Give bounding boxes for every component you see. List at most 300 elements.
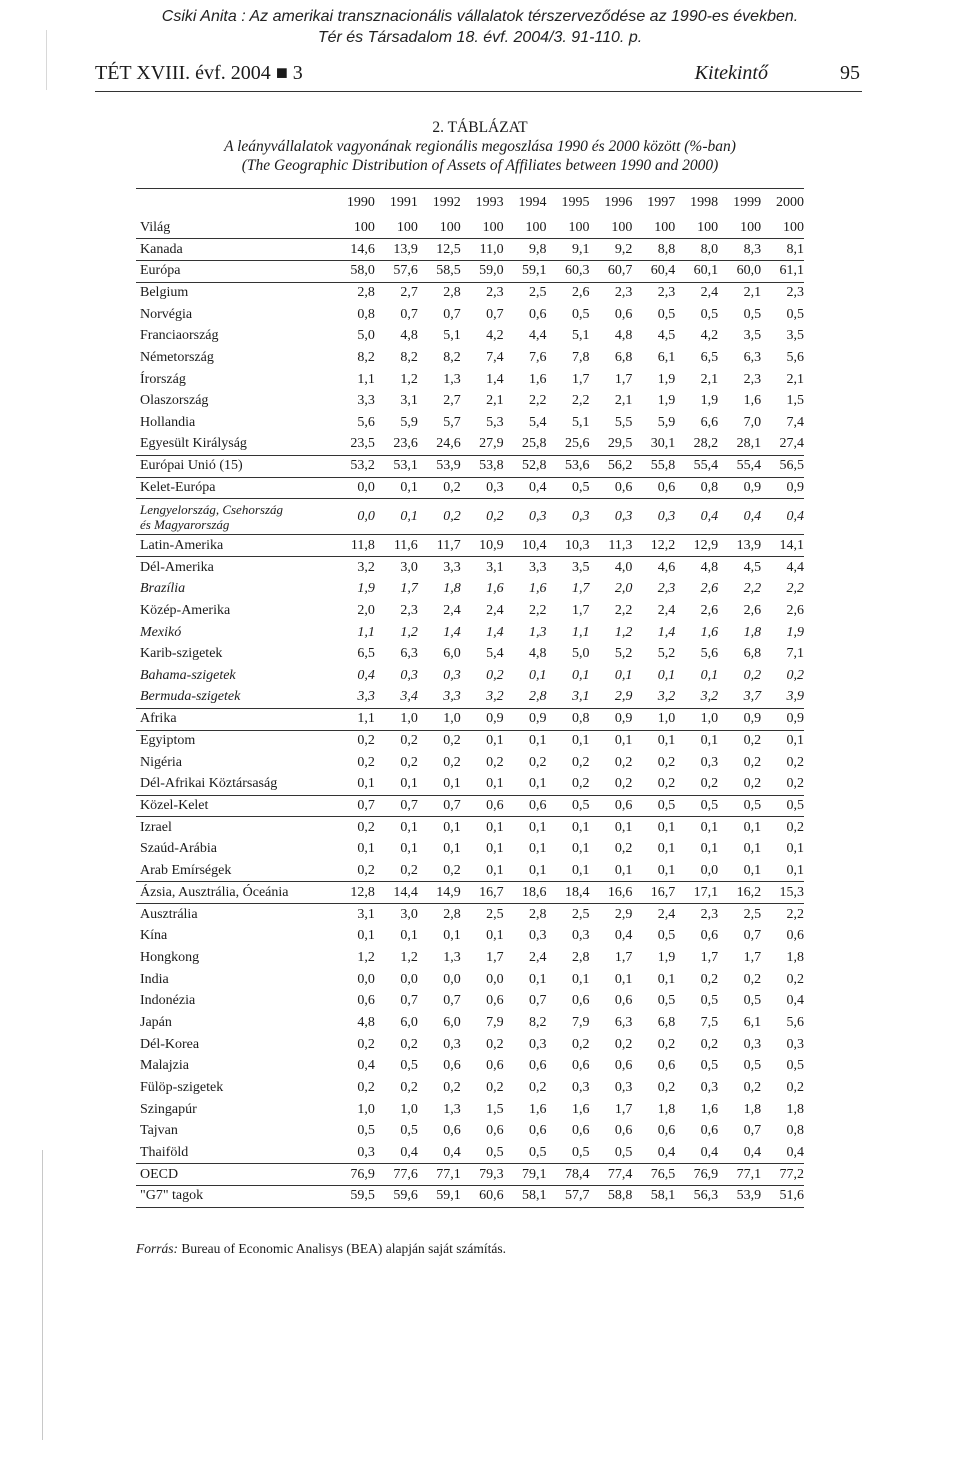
value-cell: 0,2: [743, 667, 762, 683]
value-cell: 0,5: [547, 795, 590, 817]
value-cell: 100: [332, 217, 375, 239]
table-row: [136, 434, 804, 456]
value-cell: 6,1: [657, 349, 676, 365]
table-row: [136, 1164, 804, 1186]
value-cell: 61,1: [761, 260, 804, 282]
table-header-row: [136, 189, 804, 218]
value-cell: 3,1: [486, 559, 504, 575]
value-cell: 0,7: [743, 1123, 762, 1139]
value-cell: 8,3: [718, 239, 761, 261]
value-cell: 0,2: [357, 1036, 375, 1052]
value-cell: 0,2: [700, 971, 719, 987]
value-cell: 2,8: [443, 906, 461, 922]
value-cell: 2,3: [657, 285, 676, 301]
value-cell: 0,9: [718, 477, 761, 499]
value-cell: 100: [761, 217, 804, 239]
table-row: [136, 412, 804, 434]
value-cell: 2,1: [700, 371, 719, 387]
value-cell: 1,4: [486, 371, 504, 387]
value-cell: 1,9: [786, 624, 804, 640]
table-row: [136, 557, 804, 579]
row-label-text: Franciaország: [140, 328, 219, 344]
value-cell: 2,6: [571, 285, 590, 301]
value-cell: 2,1: [743, 285, 762, 301]
value-cell: 0,1: [571, 733, 590, 749]
table-subtitle-en: (The Geographic Distribution of Assets of Affiliates between 1990 and 2000): [241, 157, 719, 174]
value-cell: 0,1: [332, 774, 375, 796]
value-cell: 0,6: [529, 1123, 547, 1139]
value-cell: 6,5: [700, 349, 719, 365]
value-cell: 1,4: [486, 624, 504, 640]
value-cell: 0,6: [614, 1058, 633, 1074]
row-label-text: Belgium: [140, 285, 189, 301]
row-label-text: "G7" tagok: [140, 1188, 204, 1204]
table-row: [136, 990, 804, 1012]
value-cell: 0,7: [400, 306, 418, 322]
row-label: [136, 304, 332, 326]
row-label-text: Izrael: [140, 819, 172, 835]
table-row: [136, 665, 804, 687]
value-cell: 0,4: [504, 477, 547, 499]
value-cell: 2,7: [400, 285, 418, 301]
value-cell: 55,4: [718, 456, 761, 478]
value-cell: 0,1: [375, 499, 418, 535]
value-cell: 5,2: [657, 646, 676, 662]
value-cell: 0,4: [675, 499, 718, 535]
value-cell: 10,9: [461, 535, 504, 557]
value-cell: 1,6: [529, 371, 547, 387]
row-label: [136, 1186, 332, 1208]
value-cell: 0,1: [571, 841, 590, 857]
table-row: [136, 499, 804, 535]
value-cell: 100: [418, 217, 461, 239]
value-cell: 100: [547, 217, 590, 239]
value-cell: 2,8: [443, 285, 461, 301]
row-label-text: Bermuda-szigetek: [140, 689, 241, 705]
value-cell: 5,1: [571, 328, 590, 344]
value-cell: 7,9: [486, 1014, 504, 1030]
row-label: [136, 412, 332, 434]
table-row: [136, 860, 804, 882]
value-cell: 0,4: [357, 667, 375, 683]
value-cell: 12,5: [418, 239, 461, 261]
value-cell: 1,9: [657, 949, 676, 965]
value-cell: 0,1: [761, 860, 804, 882]
value-cell: 0,1: [418, 774, 461, 796]
value-cell: 0,1: [700, 733, 719, 749]
table-row: [136, 347, 804, 369]
value-cell: 4,2: [486, 328, 504, 344]
value-cell: 2,8: [357, 285, 375, 301]
value-cell: 0,1: [657, 733, 676, 749]
value-cell: 100: [718, 217, 761, 239]
table-row: [136, 752, 804, 774]
row-label-text: Dél-Afrikai Köztársaság: [140, 776, 278, 792]
value-cell: 0,4: [761, 499, 804, 535]
value-cell: 1,6: [529, 1101, 547, 1117]
value-cell: 2,3: [657, 581, 676, 597]
value-cell: 5,7: [443, 415, 461, 431]
value-cell: 1,7: [614, 371, 633, 387]
value-cell: 60,6: [461, 1186, 504, 1208]
table-caption: [0, 118, 960, 175]
value-cell: 100: [675, 217, 718, 239]
value-cell: 12,9: [675, 535, 718, 557]
value-cell: 11,8: [332, 535, 375, 557]
value-cell: 5,2: [614, 646, 633, 662]
journal-issue: TÉT XVIII. évf. 2004 ■ 3: [95, 62, 303, 84]
value-cell: 27,4: [761, 434, 804, 456]
value-cell: 58,5: [418, 260, 461, 282]
value-cell: 59,0: [461, 260, 504, 282]
value-cell: 5,9: [400, 415, 418, 431]
source-note: [136, 1241, 506, 1257]
value-cell: 0,2: [357, 819, 375, 835]
value-cell: 5,0: [571, 646, 590, 662]
row-label: [136, 499, 332, 535]
row-label: [136, 456, 332, 478]
value-cell: 2,3: [400, 602, 418, 618]
value-cell: 57,6: [375, 260, 418, 282]
value-cell: 1,8: [786, 1101, 804, 1117]
row-label: [136, 557, 332, 579]
value-cell: 2,4: [486, 602, 504, 618]
value-cell: 13,9: [375, 239, 418, 261]
value-cell: 100: [632, 217, 675, 239]
asset-distribution-table: [136, 188, 804, 1208]
row-label: [136, 535, 332, 557]
value-cell: 0,6: [589, 795, 632, 817]
table-row: [136, 456, 804, 478]
table-row: [136, 1012, 804, 1034]
row-label-text: Kelet-Európa: [140, 480, 216, 496]
value-cell: 1,7: [571, 371, 590, 387]
value-cell: 0,2: [700, 1036, 719, 1052]
value-cell: 2,4: [443, 602, 461, 618]
value-cell: 0,4: [632, 1142, 675, 1164]
value-cell: 0,5: [786, 306, 804, 322]
value-cell: 0,2: [400, 1079, 418, 1095]
value-cell: 8,2: [529, 1014, 547, 1030]
table-row: [136, 1142, 804, 1164]
value-cell: 0,2: [418, 499, 461, 535]
value-cell: 11,3: [589, 535, 632, 557]
value-cell: 1,0: [675, 708, 718, 730]
value-cell: 77,6: [375, 1164, 418, 1186]
value-cell: 11,6: [375, 535, 418, 557]
value-cell: 78,4: [547, 1164, 590, 1186]
value-cell: 2,2: [614, 602, 633, 618]
value-cell: 0,5: [571, 306, 590, 322]
year-header: 1994: [504, 189, 547, 218]
table-row: [136, 578, 804, 600]
value-cell: 2,7: [443, 393, 461, 409]
value-cell: 1,5: [486, 1101, 504, 1117]
value-cell: 0,7: [375, 795, 418, 817]
table-row: [136, 730, 804, 752]
value-cell: 9,1: [547, 239, 590, 261]
value-cell: 4,8: [700, 559, 719, 575]
row-label: [136, 882, 332, 904]
value-cell: 2,9: [589, 687, 632, 709]
value-cell: 4,8: [529, 646, 547, 662]
value-cell: 1,6: [743, 393, 762, 409]
value-cell: 3,2: [632, 687, 675, 709]
value-cell: 5,3: [486, 415, 504, 431]
value-cell: 2,3: [614, 285, 633, 301]
value-cell: 6,8: [743, 646, 762, 662]
value-cell: 1,6: [529, 581, 547, 597]
value-cell: 0,1: [614, 733, 633, 749]
value-cell: 2,5: [529, 285, 547, 301]
value-cell: 53,6: [547, 456, 590, 478]
value-cell: 13,9: [718, 535, 761, 557]
value-cell: 0,3: [443, 667, 461, 683]
table-row: [136, 1034, 804, 1056]
table-row: [136, 708, 804, 730]
value-cell: 0,5: [786, 1058, 804, 1074]
row-label-text: Szingapúr: [140, 1101, 197, 1117]
value-cell: 2,3: [700, 906, 719, 922]
value-cell: 16,7: [632, 882, 675, 904]
value-cell: 100: [375, 217, 418, 239]
table-subtitle-hu: A leányvállalatok vagyonának regionális megoszlása 1990 és 2000 között (%-ban): [224, 138, 736, 155]
row-label-text: Olaszország: [140, 393, 209, 409]
value-cell: 0,6: [657, 1123, 676, 1139]
value-cell: 0,2: [357, 733, 375, 749]
value-cell: 57,7: [547, 1186, 590, 1208]
value-cell: 0,1: [486, 819, 504, 835]
row-label: [136, 369, 332, 391]
value-cell: 8,2: [443, 349, 461, 365]
value-cell: 30,1: [632, 434, 675, 456]
value-cell: 0,6: [486, 993, 504, 1009]
value-cell: 3,1: [357, 906, 375, 922]
row-label: [136, 1142, 332, 1164]
row-label-text: Dél-Korea: [140, 1036, 200, 1052]
value-cell: 0,1: [700, 841, 719, 857]
value-cell: 2,5: [743, 906, 762, 922]
value-cell: 0,5: [547, 477, 590, 499]
value-cell: 0,2: [571, 1036, 590, 1052]
value-cell: 4,2: [700, 328, 719, 344]
row-label-text: Karib-szigetek: [140, 646, 223, 662]
value-cell: 28,2: [675, 434, 718, 456]
value-cell: 55,8: [632, 456, 675, 478]
value-cell: 0,6: [461, 795, 504, 817]
table-row: [136, 1099, 804, 1121]
value-cell: 3,1: [400, 393, 418, 409]
page-number: 95: [840, 62, 860, 84]
value-cell: 0,4: [786, 993, 804, 1009]
value-cell: 1,3: [443, 949, 461, 965]
value-cell: 0,6: [614, 306, 633, 322]
year-header: 1998: [675, 189, 718, 218]
value-cell: 0,8: [786, 1123, 804, 1139]
value-cell: 3,2: [461, 687, 504, 709]
value-cell: 1,8: [786, 949, 804, 965]
value-cell: 2,9: [614, 906, 633, 922]
value-cell: 0,7: [529, 993, 547, 1009]
value-cell: 0,2: [486, 754, 504, 770]
value-cell: 7,6: [529, 349, 547, 365]
value-cell: 1,7: [743, 949, 762, 965]
value-cell: 0,5: [700, 306, 719, 322]
value-cell: 0,1: [614, 971, 633, 987]
value-cell: 3,1: [547, 687, 590, 709]
row-label-text: Írország: [140, 371, 186, 387]
value-cell: 2,3: [786, 285, 804, 301]
value-cell: 1,0: [357, 1101, 375, 1117]
value-cell: 3,3: [332, 687, 375, 709]
table-row: [136, 260, 804, 282]
value-cell: 6,6: [700, 415, 719, 431]
value-cell: 56,3: [675, 1186, 718, 1208]
value-cell: 0,8: [357, 306, 375, 322]
value-cell: 0,3: [589, 499, 632, 535]
row-label-text: India: [140, 971, 169, 987]
value-cell: 0,2: [786, 754, 804, 770]
row-label: [136, 325, 332, 347]
value-cell: 0,1: [743, 841, 762, 857]
row-label: [136, 1055, 332, 1077]
value-cell: 1,9: [357, 581, 375, 597]
value-cell: 1,8: [443, 581, 461, 597]
value-cell: 2,0: [614, 581, 633, 597]
value-cell: 4,5: [743, 559, 762, 575]
value-cell: 59,6: [375, 1186, 418, 1208]
value-cell: 1,3: [443, 371, 461, 387]
value-cell: 16,7: [461, 882, 504, 904]
value-cell: 0,2: [675, 774, 718, 796]
row-label-text: Mexikó: [140, 624, 182, 640]
value-cell: 2,2: [743, 581, 762, 597]
value-cell: 1,7: [400, 581, 418, 597]
value-cell: 0,6: [657, 1058, 676, 1074]
value-cell: 0,3: [461, 477, 504, 499]
table-row: [136, 947, 804, 969]
value-cell: 0,2: [332, 860, 375, 882]
value-cell: 1,6: [700, 1101, 719, 1117]
value-cell: 0,1: [589, 860, 632, 882]
value-cell: 14,4: [375, 882, 418, 904]
citation-line-1: Csiki Anita : Az amerikai transznacionális vállalatok térszerveződése az 1990-es években.: [161, 8, 799, 25]
value-cell: 0,1: [632, 860, 675, 882]
header-rule: [95, 91, 862, 92]
value-cell: 0,2: [743, 971, 762, 987]
value-cell: 0,5: [700, 993, 719, 1009]
value-cell: 0,2: [743, 733, 762, 749]
value-cell: 53,8: [461, 456, 504, 478]
value-cell: 3,9: [761, 687, 804, 709]
value-cell: 0,5: [547, 1142, 590, 1164]
value-cell: 1,0: [375, 708, 418, 730]
value-cell: 0,0: [675, 860, 718, 882]
value-cell: 0,9: [718, 708, 761, 730]
value-cell: 1,2: [400, 949, 418, 965]
value-cell: 0,5: [400, 1123, 418, 1139]
value-cell: 0,4: [675, 1142, 718, 1164]
row-label: [136, 622, 332, 644]
table-body: [136, 217, 804, 1207]
value-cell: 0,1: [357, 928, 375, 944]
value-cell: 6,3: [614, 1014, 633, 1030]
value-cell: 0,5: [700, 1058, 719, 1074]
value-cell: 0,2: [743, 754, 762, 770]
value-cell: 0,5: [743, 306, 762, 322]
value-cell: 6,3: [400, 646, 418, 662]
value-cell: 58,0: [332, 260, 375, 282]
value-cell: 5,0: [357, 328, 375, 344]
table-row: [136, 535, 804, 557]
value-cell: 2,2: [786, 906, 804, 922]
row-label: [136, 282, 332, 304]
value-cell: 0,2: [589, 774, 632, 796]
value-cell: 1,8: [743, 1101, 762, 1117]
value-cell: 0,2: [443, 754, 461, 770]
row-label: [136, 1034, 332, 1056]
value-cell: 4,5: [657, 328, 676, 344]
value-cell: 0,6: [504, 795, 547, 817]
value-cell: 3,5: [743, 328, 762, 344]
value-cell: 60,0: [718, 260, 761, 282]
value-cell: 7,4: [786, 415, 804, 431]
value-cell: 0,1: [571, 667, 590, 683]
value-cell: 0,1: [486, 841, 504, 857]
row-label-text: Ázsia, Ausztrália, Óceánia: [140, 884, 289, 900]
row-label-text: Norvégia: [140, 306, 193, 322]
value-cell: 2,8: [504, 687, 547, 709]
value-cell: 16,6: [589, 882, 632, 904]
value-cell: 2,5: [486, 906, 504, 922]
value-cell: 3,0: [400, 906, 418, 922]
value-cell: 0,2: [443, 1079, 461, 1095]
year-header: 1997: [632, 189, 675, 218]
row-label: [136, 990, 332, 1012]
value-cell: 10,4: [504, 535, 547, 557]
value-cell: 0,0: [443, 971, 461, 987]
row-label-text: Arab Emírségek: [140, 862, 232, 878]
table-row: [136, 774, 804, 796]
value-cell: 0,3: [614, 1079, 633, 1095]
value-cell: 0,7: [443, 993, 461, 1009]
value-cell: 53,9: [718, 1186, 761, 1208]
value-cell: 2,4: [700, 285, 719, 301]
row-label-text: Hollandia: [140, 415, 196, 431]
value-cell: 2,0: [357, 602, 375, 618]
value-cell: 0,0: [357, 971, 375, 987]
value-cell: 0,2: [400, 754, 418, 770]
value-cell: 0,5: [504, 1142, 547, 1164]
value-cell: 15,3: [761, 882, 804, 904]
row-label: [136, 347, 332, 369]
row-label-text: Fülöp-szigetek: [140, 1079, 224, 1095]
row-label: [136, 600, 332, 622]
value-cell: 0,0: [486, 971, 504, 987]
value-cell: 77,1: [418, 1164, 461, 1186]
value-cell: 51,6: [761, 1186, 804, 1208]
year-header: 1992: [418, 189, 461, 218]
row-label-text: Közép-Amerika: [140, 602, 231, 618]
value-cell: 0,2: [443, 733, 461, 749]
value-cell: 0,5: [743, 1058, 762, 1074]
row-label: [136, 687, 332, 709]
value-cell: 0,2: [400, 1036, 418, 1052]
value-cell: 0,6: [614, 993, 633, 1009]
row-label-text: Latin-Amerika: [140, 537, 224, 553]
row-label-text: Indonézia: [140, 993, 196, 1009]
table-row: [136, 600, 804, 622]
